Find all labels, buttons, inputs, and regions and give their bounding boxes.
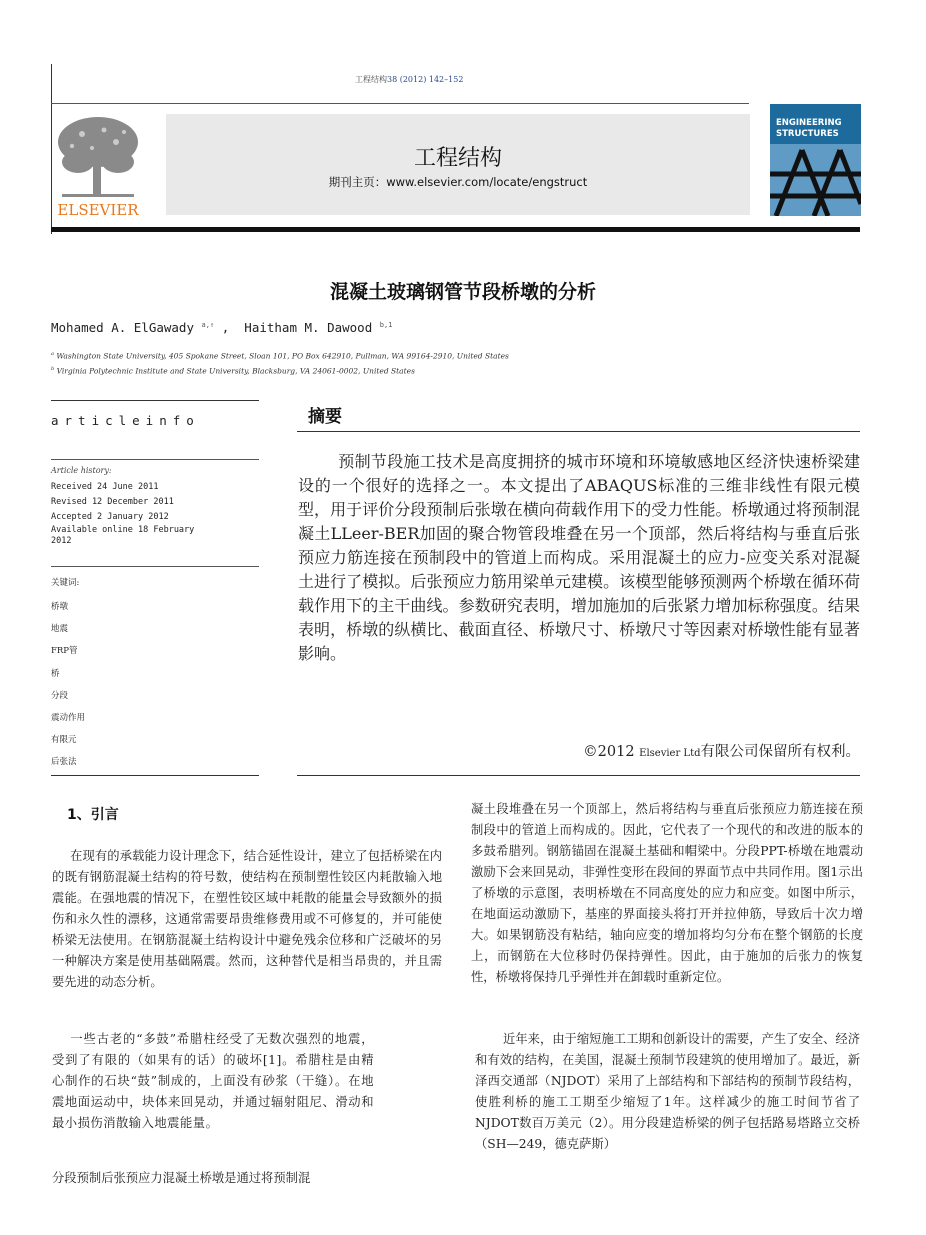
svg-text:STRUCTURES: STRUCTURES bbox=[776, 129, 839, 139]
article-info-divider bbox=[51, 566, 259, 567]
copyright-publisher: Elsevier Ltd bbox=[639, 748, 701, 759]
body-paragraph bbox=[52, 846, 442, 993]
affiliation-a bbox=[51, 351, 509, 361]
header-divider bbox=[51, 103, 749, 104]
copyright-symbol-year: ©2012 bbox=[583, 744, 640, 760]
svg-text:ELSEVIER: ELSEVIER bbox=[57, 201, 139, 218]
author-list bbox=[51, 320, 392, 335]
abstract-heading: 摘要 bbox=[308, 407, 342, 427]
journal-title: 工程结构 bbox=[413, 146, 502, 171]
article-history-label: Article history: bbox=[51, 466, 112, 475]
keyword: 桥墩 bbox=[51, 602, 69, 612]
article-info-label: articleinfo bbox=[51, 413, 200, 428]
abstract-divider bbox=[297, 431, 860, 432]
header-thick-divider bbox=[51, 227, 860, 232]
article-info-divider bbox=[51, 459, 259, 460]
elsevier-logo bbox=[52, 112, 144, 218]
body-paragraph bbox=[475, 1029, 860, 1155]
affiliation-mark: b bbox=[51, 366, 55, 372]
copyright-notice bbox=[298, 740, 860, 761]
journal-banner bbox=[166, 114, 750, 215]
keyword: 有限元 bbox=[51, 735, 77, 746]
history-entry: Received 24 June 2011 bbox=[51, 482, 159, 492]
paragraph-text: 一些古老的“多鼓”希腊柱经受了无数次强烈的地震，受到了有限的（如果有的话）的破坏[1]。希腊柱是由精心制作的石块“鼓”制成的，上面没有砂浆（干缝）。在地震地面运动中，块体来回晃动，并通过辐射阻尼、滑动和最小损伤消散输入地震能量。 bbox=[52, 1032, 374, 1130]
paragraph-text: 在现有的承载能力设计理念下，结合延性设计，建立了包括桥梁在内的既有钢筋混凝土结构的符号数，使结构在预制塑性铰区内耗散输入地震能。在强地震的情况下，在塑性铰区域中耗散的能量会导致额外的损伤和永久性的漂移，这通常需要昂贵维修费用或不可修复的，并可能使桥梁无法使用。在钢筋混凝土结构设计中避免残余位移和广泛破坏的另一种解决方案是使用基础隔震。然而，这种替代是相当昂贵的，并且需要先进的动态分析。 bbox=[52, 849, 442, 989]
abstract-text bbox=[298, 450, 860, 666]
journal-cover bbox=[770, 104, 861, 216]
body-paragraph bbox=[52, 1029, 374, 1134]
keyword: 地震 bbox=[51, 624, 69, 635]
affiliation-b bbox=[51, 366, 415, 376]
keywords-label: 关键词: bbox=[51, 578, 80, 588]
keyword: 分段 bbox=[51, 690, 69, 701]
abstract-divider bbox=[297, 775, 860, 776]
body-paragraph bbox=[52, 1168, 397, 1189]
affiliation-text: Virginia Polytechnic Institute and State University, Blacksburg, VA 24061-0002, United States bbox=[56, 366, 415, 376]
section-heading: 1、引言 bbox=[67, 807, 119, 823]
keyword: 桥 bbox=[51, 668, 60, 679]
paragraph-text: 凝土段堆叠在另一个顶部上，然后将结构与垂直后张预应力筋连接在预制段中的管道上而构成的。因此，它代表了一个现代的和改进的版本的多鼓希腊列。钢筋锚固在混凝土基础和帽梁中。分段PPT-桥墩在地震动激励下会来回晃动，非弹性变形在段间的界面节点中共同作用。图1示出了桥墩的示意图，表明桥墩在不同高度处的应力和应变。如图中所示，在地面运动激励下，基座的界面接头将打开并拉伸筋，导致后十次力增大。如果钢筋没有粘结，轴向应变的增加将均匀分布在整个钢筋的长度上，而钢筋在大位移时仍保持弹性。因此，由于施加的后张力的恢复性，桥墩将保持几乎弹性并在卸载时重新定位。 bbox=[471, 802, 863, 984]
affiliation-text: Washington State University, 405 Spokane Street, Sloan 101, PO Box 642910, Pullman, WA 99164-2910, United States bbox=[56, 351, 509, 361]
body-paragraph bbox=[471, 799, 863, 988]
history-entry: Available online 18 February 2012 bbox=[51, 525, 195, 546]
keyword-list bbox=[51, 596, 85, 774]
article-history bbox=[51, 480, 211, 547]
history-entry: Revised 12 December 2011 bbox=[51, 497, 174, 507]
author-affiliation-mark[interactable]: a,⇑ bbox=[201, 320, 215, 329]
copyright-rights: 有限公司保留所有权利。 bbox=[700, 744, 860, 760]
keyword: 震动作用 bbox=[51, 713, 86, 724]
paragraph-text: 近年来，由于缩短施工工期和创新设计的需要，产生了安全、经济和有效的结构，在美国，混凝土预制节段建筑的使用增加了。最近，新泽西交通部（NJDOT）采用了上部结构和下部结构的预制节段结构，使胜利桥的施工工期至少缩短了1年。这样减少的施工时间节省了NJDOT数百万美元（2）。用分段建造桥梁的例子包括路易塔路立交桥（SH—249，德克萨斯） bbox=[475, 1032, 860, 1151]
svg-text:ENGINEERING: ENGINEERING bbox=[776, 118, 842, 128]
keyword: 后张法 bbox=[51, 757, 77, 768]
paragraph-text: 分段预制后张预应力混凝土桥墩是通过将预制混 bbox=[52, 1171, 311, 1185]
article-title: 混凝土玻璃钢管节段桥墩的分析 bbox=[329, 281, 596, 303]
author-affiliation-mark[interactable]: b,1 bbox=[379, 320, 393, 329]
keyword: FRP管 bbox=[51, 646, 78, 657]
author-separator: , bbox=[214, 320, 245, 335]
abstract-body: 预制节段施工技术是高度拥挤的城市环境和环境敏感地区经济快速桥梁建设的一个很好的选择之一。本文提出了ABAQUS标准的三维非线性有限元模型，用于评价分段预制后张墩在横向荷载作用下的受力性能。桥墩通过将预制混凝土LLeer-BER加固的聚合物管段堆叠在另一个顶部，然后将结构与垂直后张预应力筋连接在预制段中的管道上而构成。采用混凝土的应力-应变关系对混凝土进行了模拟。后张预应力筋用梁单元建模。该模型能够预测两个桥墩在循环荷载作用下的主干曲线。参数研究表明，增加施加的后张紧力增加标称强度。结果表明，桥墩的纵横比、截面直径、桥墩尺寸、桥墩尺寸等因素对桥墩性能有显著影响。 bbox=[298, 452, 860, 663]
author-name[interactable]: Mohamed A. ElGawady bbox=[51, 320, 194, 335]
affiliation-mark: a bbox=[51, 351, 54, 357]
article-info-divider bbox=[51, 775, 259, 776]
citation-journal: 工程结构 bbox=[355, 75, 387, 84]
journal-homepage[interactable]: 期刊主页：www.elsevier.com/locate/engstruct bbox=[328, 175, 588, 189]
citation-issue: 38 (2012) 142–152 bbox=[387, 75, 464, 84]
history-entry: Accepted 2 January 2012 bbox=[51, 512, 169, 522]
article-info-divider bbox=[51, 400, 259, 401]
author-name[interactable]: Haitham M. Dawood bbox=[244, 320, 373, 335]
journal-citation bbox=[355, 74, 463, 85]
